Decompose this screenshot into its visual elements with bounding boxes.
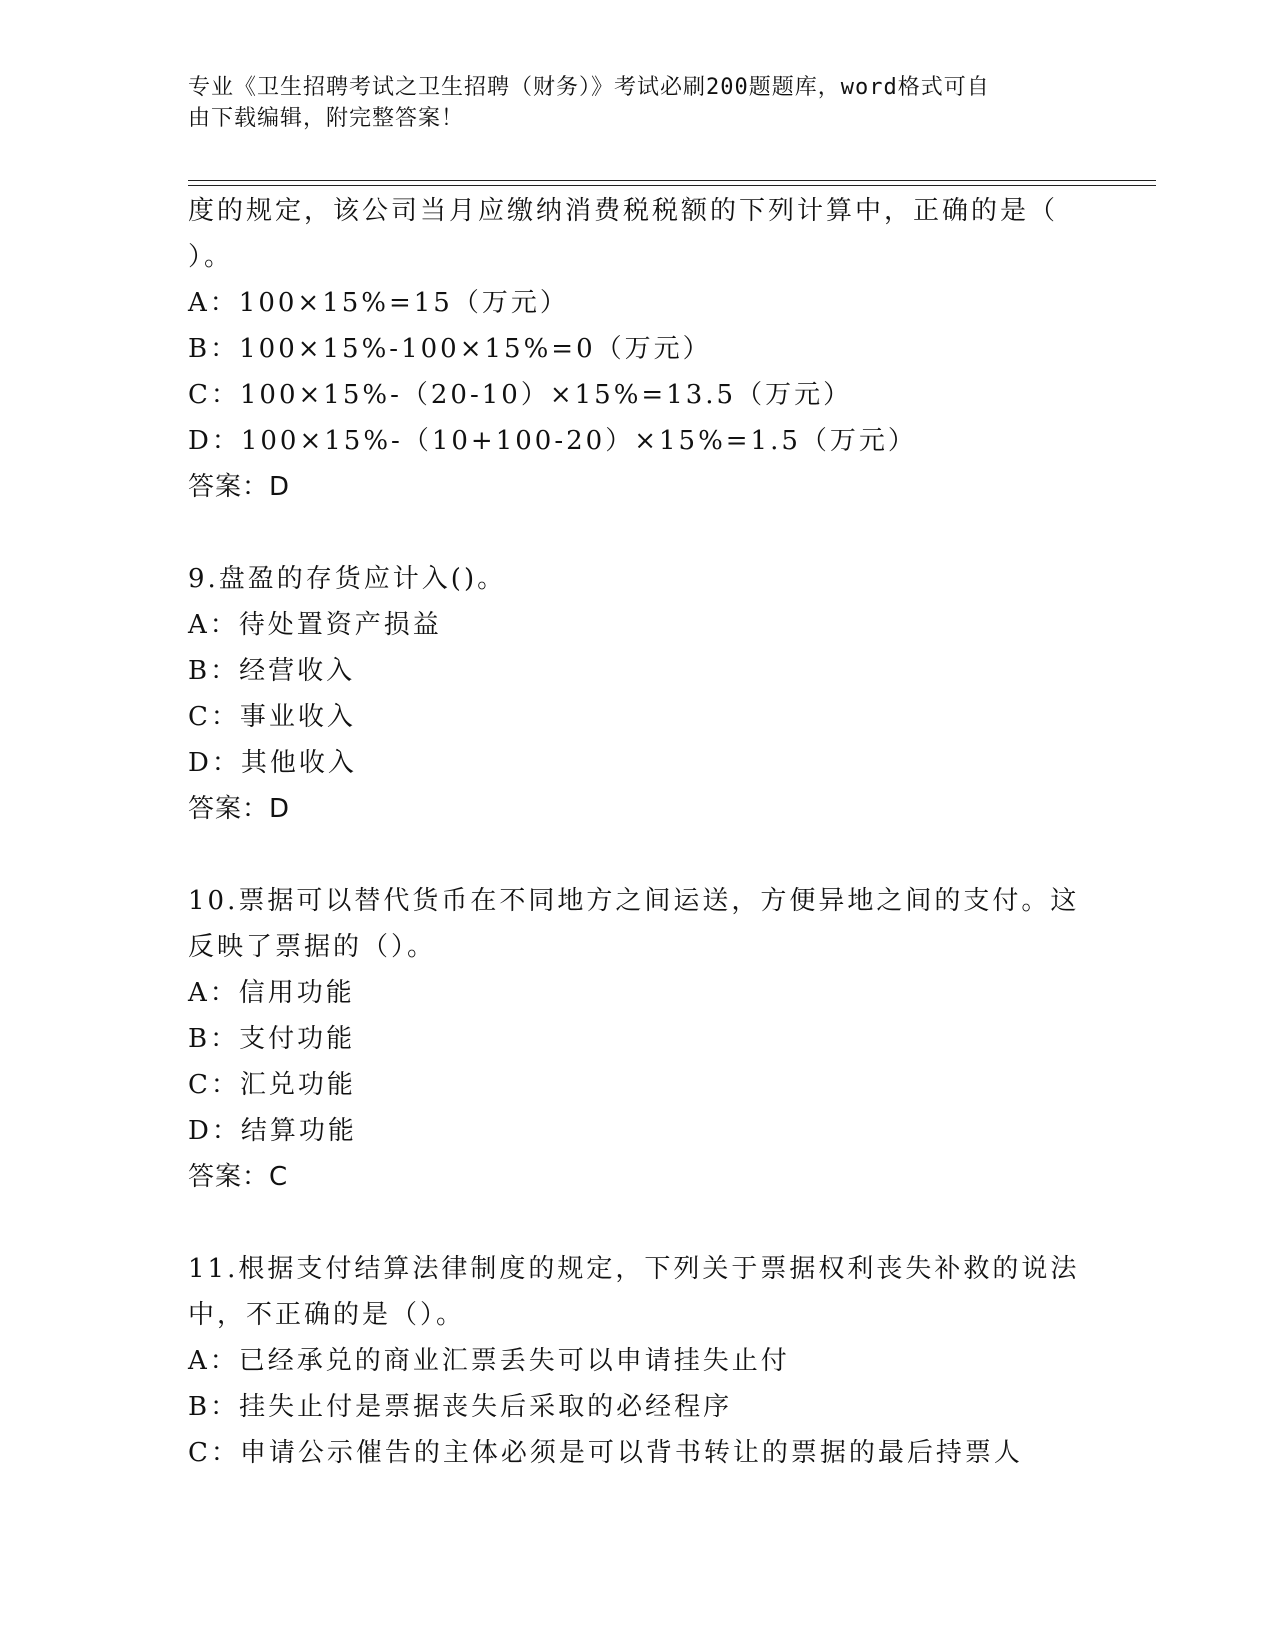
question-stem-line: 度的规定，该公司当月应缴纳消费税税额的下列计算中，正确的是（ xyxy=(188,196,1059,226)
option-a: A：待处置资产损益 xyxy=(188,610,442,640)
option-b: B：挂失止付是票据丧失后采取的必经程序 xyxy=(188,1392,733,1422)
option-a: A：100×15%=15（万元） xyxy=(188,288,569,318)
document-body xyxy=(188,188,1088,1476)
answer-line: 答案：D xyxy=(188,794,291,824)
question-stem-line: 9.盘盈的存货应计入()。 xyxy=(188,564,507,594)
question-stem-line: 反映了票据的（）。 xyxy=(188,932,437,962)
option-c: C：汇兑功能 xyxy=(188,1070,356,1100)
question-spacer xyxy=(188,510,1088,556)
header-line-2: 由下载编辑，附完整答案！ xyxy=(188,106,465,131)
question-10 xyxy=(188,878,1088,1200)
document-header xyxy=(188,72,1068,134)
question-spacer xyxy=(188,832,1088,878)
option-d: D：其他收入 xyxy=(188,748,357,778)
option-a: A：已经承兑的商业汇票丢失可以申请挂失止付 xyxy=(188,1346,790,1376)
question-stem-line: 10.票据可以替代货币在不同地方之间运送，方便异地之间的支付。这 xyxy=(188,886,1080,916)
option-a: A：信用功能 xyxy=(188,978,355,1008)
option-b: B：支付功能 xyxy=(188,1024,356,1054)
option-d: D：结算功能 xyxy=(188,1116,357,1146)
question-stem-line: 11.根据支付结算法律制度的规定，下列关于票据权利丧失补救的说法 xyxy=(188,1254,1080,1284)
question-spacer xyxy=(188,1200,1088,1246)
question-stem-line: 中，不正确的是（）。 xyxy=(188,1300,466,1330)
answer-line: 答案：C xyxy=(188,1162,289,1192)
option-c: C：100×15%-（20-10）×15%=13.5（万元） xyxy=(188,380,853,410)
question-9 xyxy=(188,556,1088,832)
option-c: C：申请公示催告的主体必须是可以背书转让的票据的最后持票人 xyxy=(188,1438,1023,1468)
option-d: D：100×15%-（10+100-20）×15%=1.5（万元） xyxy=(188,426,917,456)
option-b: B：100×15%-100×15%=0（万元） xyxy=(188,334,712,364)
header-line-1: 专业《卫生招聘考试之卫生招聘（财务）》考试必刷200题题库，word格式可自 xyxy=(188,75,990,100)
question-11 xyxy=(188,1246,1088,1476)
option-c: C：事业收入 xyxy=(188,702,356,732)
question-stem-line: ）。 xyxy=(188,242,234,272)
header-divider-top xyxy=(188,180,1156,181)
header-divider-bottom xyxy=(188,185,1156,186)
answer-line: 答案：D xyxy=(188,472,291,502)
option-b: B：经营收入 xyxy=(188,656,356,686)
question-8 xyxy=(188,188,1088,510)
